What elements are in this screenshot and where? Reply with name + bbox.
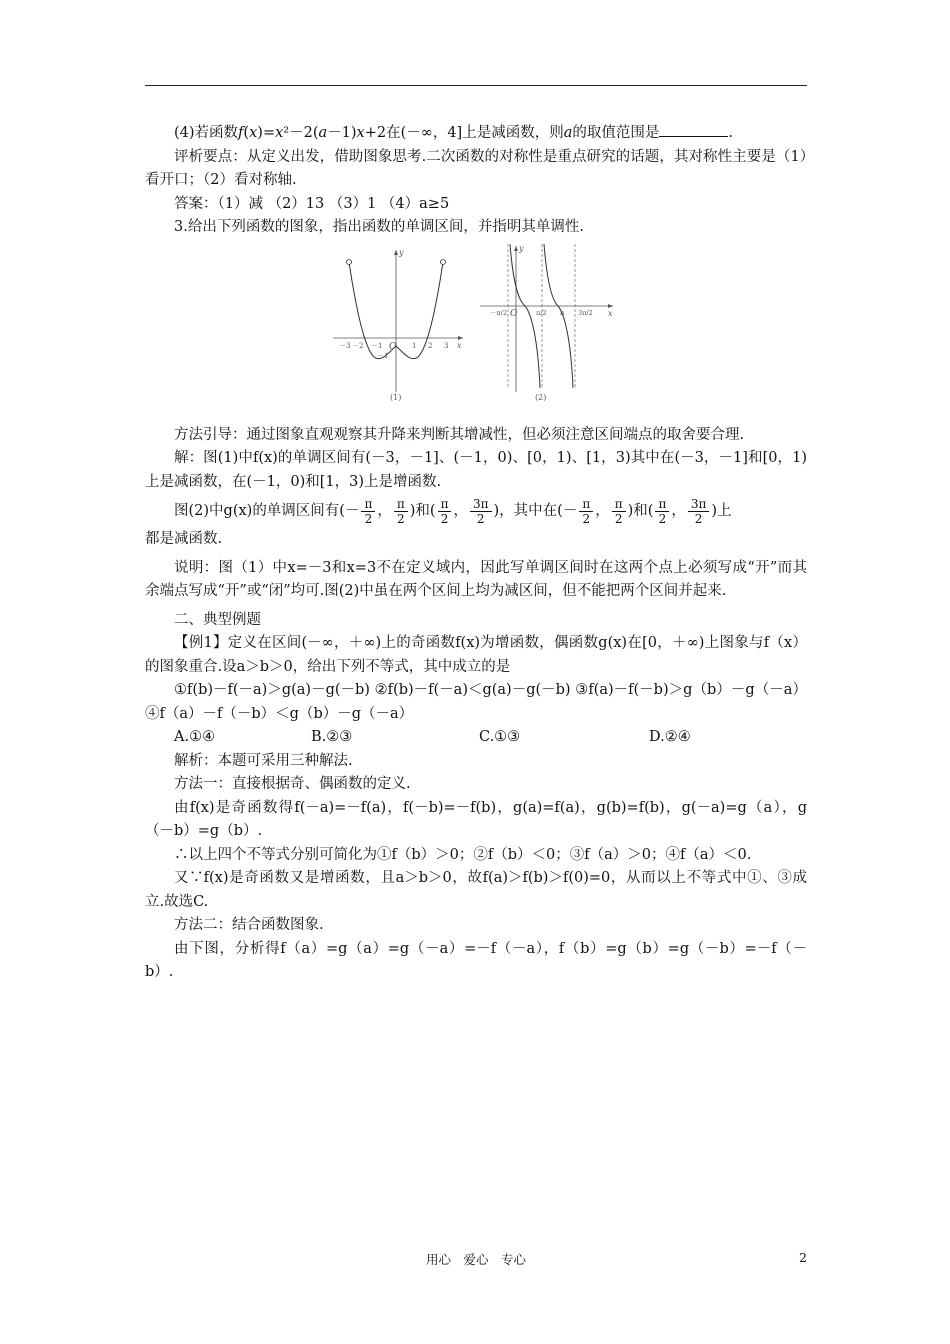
evaluation-note: 评析要点：从定义出发，借助图象思考.二次函数的对称性是重点研究的话题，其对称性主要是（1）看开口；（2）看对称轴. [145, 148, 807, 188]
fig2-origin: O [510, 308, 518, 319]
fig1-caption: (1) [390, 392, 402, 402]
solution-fig1: 解：图(1)中f(x)的单调区间有(－3，－1]、(－1，0)、[0，1)、[1，3)其中在(－3，－1]和[0，1)上是减函数，在(－1，0)和[1，3)上是增函数. [145, 450, 807, 490]
page-content [145, 122, 807, 985]
solution-fig2: 图(2)中g(x)的单调区间有(－ $\frac{\pi}{2}$ ， $\frac{\pi}{2}$ )和( $\frac{\pi}{2}$ ， $\frac{3\pi}{2}$ )，其中在(－ $\frac{\pi}{2}$ ， $\frac{\pi}{2}$ )和( $\frac{\pi}{2}$ ， $\frac{3\pi}{2}$ )上 [174, 496, 732, 526]
question-4: (4)若函数f(x)=x²－2(a－1)x+2在(－∞，4]上是减函数，则a的取值范围是 . [174, 125, 733, 141]
fig1-y-label: y [399, 247, 404, 257]
option-c: C.①③ [479, 729, 521, 745]
option-d: D.②④ [649, 729, 691, 745]
answer-options [145, 726, 807, 750]
fig1-tick: 3 [444, 341, 449, 350]
fig1-tick: －2 [352, 341, 364, 350]
figure-2-graph [478, 242, 618, 402]
question-3: 3.给出下列函数的图象，指出函数的单调区间，并指明其单调性. [174, 219, 584, 235]
example-1: 【例1】定义在区间(－∞，＋∞)上的奇函数f(x)为增函数，偶函数g(x)在[0，＋∞)上图象与f（x）的图象重合.设a＞b＞0，给出下列不等式，其中成立的是 [145, 635, 807, 675]
fig1-origin: O [389, 341, 397, 352]
fig2-tick: 3π/2 [578, 308, 593, 317]
fig1-tick: 2 [428, 341, 433, 350]
fig2-tick: －π/2 [490, 308, 508, 317]
fig2-tick: π [560, 308, 565, 317]
explanation-note: 说明：图（1）中x=－3和x=3不在定义域内，因此写单调区间时在这两个点上必须写成“开”而其余端点写成“开”或“闭”均可.图(2)中虽在两个区间上均为减区间，但不能把两个区间并起来. [145, 559, 807, 599]
fig1-tick: 1 [412, 341, 417, 350]
option-b: B.②③ [311, 729, 353, 745]
figure-1-graph [333, 242, 468, 402]
header-rule [145, 85, 807, 86]
method-guide: 方法引导：通过图象直观观察其升降来判断其增减性，但必须注意区间端点的取舍要合理. [174, 426, 745, 443]
fig2-y-label: y [519, 243, 524, 253]
fig2-tick: π/2 [536, 308, 547, 317]
method-1: 方法一：直接根据奇、偶函数的定义. [174, 776, 411, 792]
method-1-step-1: 由f(x)是奇函数得f(－a)=－f(a)，f(－b)=－f(b)，g(a)=f(a)，g(b)=f(b)，g(－a)=g（a），g（－b）=g（b）. [145, 799, 807, 839]
footer-motto: 用心 爱心 专心 [425, 1252, 526, 1267]
method-1-step-3: 又∵f(x)是奇函数又是增函数，且a＞b＞0，故f(a)＞f(b)＞f(0)=0，从而以上不等式中①、③成立.故选C. [145, 870, 807, 910]
option-a: A.①④ [174, 729, 216, 745]
fig2-x-label: x [608, 308, 613, 318]
fig1-y-tick: －1 [377, 351, 389, 360]
figures [145, 242, 807, 410]
answer-line: 答案：（1）减 （2）13 （3）1 （4）a≥5 [174, 195, 450, 212]
solution-fig2-tail: 都是减函数. [145, 531, 223, 547]
method-2: 方法二：结合函数图象. [174, 917, 324, 933]
method-2-step-1: 由下图，分析得f（a）=g（a）=g（－a）=－f（－a），f（b）=g（b）=g（－b）=－f（－b）. [145, 940, 807, 980]
fig1-x-label: x [457, 340, 462, 350]
method-1-step-2: ∴以上四个不等式分别可简化为①f（b）＞0；②f（b）＜0；③f（a）＞0；④f（a）＜0. [174, 846, 752, 863]
analysis-intro: 解析：本题可采用三种解法. [174, 752, 353, 769]
fig2-caption: (2) [535, 392, 547, 402]
section-heading: 二、典型例题 [174, 611, 261, 628]
fig1-tick: －3 [339, 341, 351, 350]
page-number: 2 [799, 1250, 807, 1265]
inequalities: ①f(b)－f(－a)＞g(a)－g(－b) ②f(b)－f(－a)＜g(a)－g(－b) ③f(a)－f(－b)＞g（b）－g（－a） ④f（a）－f（－b）＜g（b）－g（－a） [145, 682, 807, 722]
fig1-tick: －1 [371, 341, 383, 350]
